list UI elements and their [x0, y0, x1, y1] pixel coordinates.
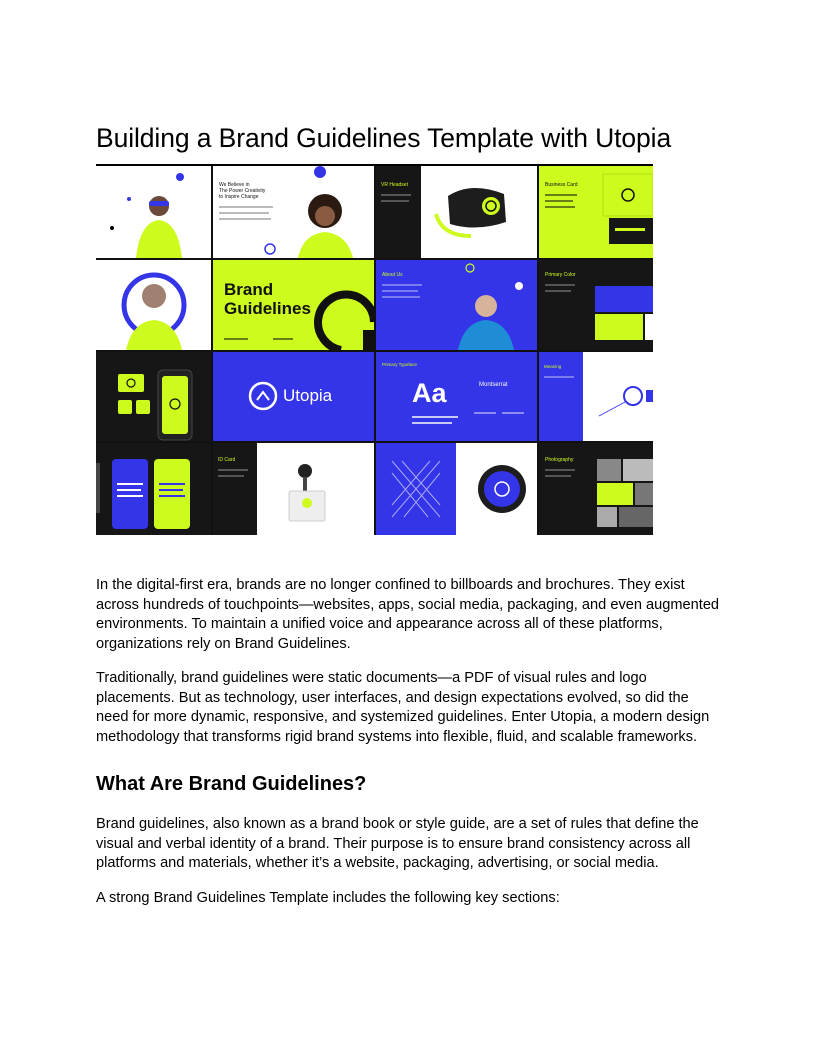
- intro-paragraph-2: Traditionally, brand guidelines were static documents—a PDF of visual rules and logo placements. But as technology, user interfaces, and design expectations evolved, so did the need for more dynamic, responsive, and systemized guidelines. Enter Utopia, a modern design methodology that transforms rigid brand systems into flexible, fluid, and scalable frameworks.: [96, 670, 710, 745]
- brand-guidelines-heading: Brand Guidelines: [224, 280, 311, 318]
- slide-phone-screens: [96, 443, 211, 535]
- slide-about-us: [376, 260, 537, 350]
- svg-text:The Power Creativity: The Power Creativity: [219, 188, 266, 194]
- slide-brand-guidelines: [213, 260, 374, 350]
- slide-logo-usage: [539, 352, 653, 441]
- slide-photography: [539, 443, 653, 535]
- slide-utopia-logo: [213, 352, 374, 441]
- section-heading: What Are Brand Guidelines?: [96, 773, 367, 795]
- slide-portrait-circle: [96, 260, 211, 350]
- svg-text:Photography: Photography: [545, 457, 574, 463]
- slide-primary-typeface: [376, 352, 537, 441]
- typeface-name: Montserrat: [479, 382, 508, 388]
- svg-text:Business Card: Business Card: [545, 182, 578, 188]
- svg-text:Meaning: Meaning: [544, 364, 562, 369]
- document-title: Building a Brand Guidelines Template with Utopia: [96, 123, 672, 153]
- section-paragraph-2: A strong Brand Guidelines Template includes the following key sections:: [96, 890, 560, 906]
- slide-we-believe: [213, 166, 374, 258]
- slide-primary-color: [539, 260, 653, 350]
- intro-paragraph-1: In the digital-first era, brands are no longer confined to billboards and brochures. They exist across hundreds of touchpoints—websites, apps, social media, packaging, and even augmented environments. To maintain a unified voice and appearance across all of these platforms, organizations rely on Brand Guidelines.: [96, 577, 720, 652]
- svg-text:to Inspire Change: to Inspire Change: [219, 194, 259, 200]
- slide-phone-mockups: [96, 352, 211, 441]
- utopia-logo-text: Utopia: [283, 386, 333, 405]
- svg-text:We Believe in: We Believe in: [219, 182, 250, 188]
- section-paragraph-1: Brand guidelines, also known as a brand book or style guide, are a set of rules that define the visual and verbal identity of a brand. Their purpose is to ensure brand consistency across all platforms and materials, whether it’s a website, packaging, advertising, or social media.: [96, 816, 699, 871]
- svg-text:About Us: About Us: [382, 272, 403, 278]
- svg-text:Primary Typeface: Primary Typeface: [382, 362, 417, 367]
- slide-vr-headset: [376, 166, 537, 258]
- slide-business-card: [539, 166, 653, 258]
- slide-id-card: [213, 443, 374, 535]
- slide-pattern: [376, 443, 537, 535]
- brand-guidelines-collage: [96, 164, 653, 535]
- svg-text:VR Headset: VR Headset: [381, 182, 408, 188]
- svg-text:Primary Color: Primary Color: [545, 272, 576, 278]
- svg-text:ID Card: ID Card: [218, 457, 236, 463]
- slide-portrait-glasses: [96, 166, 211, 258]
- typeface-specimen: Aa: [412, 378, 447, 408]
